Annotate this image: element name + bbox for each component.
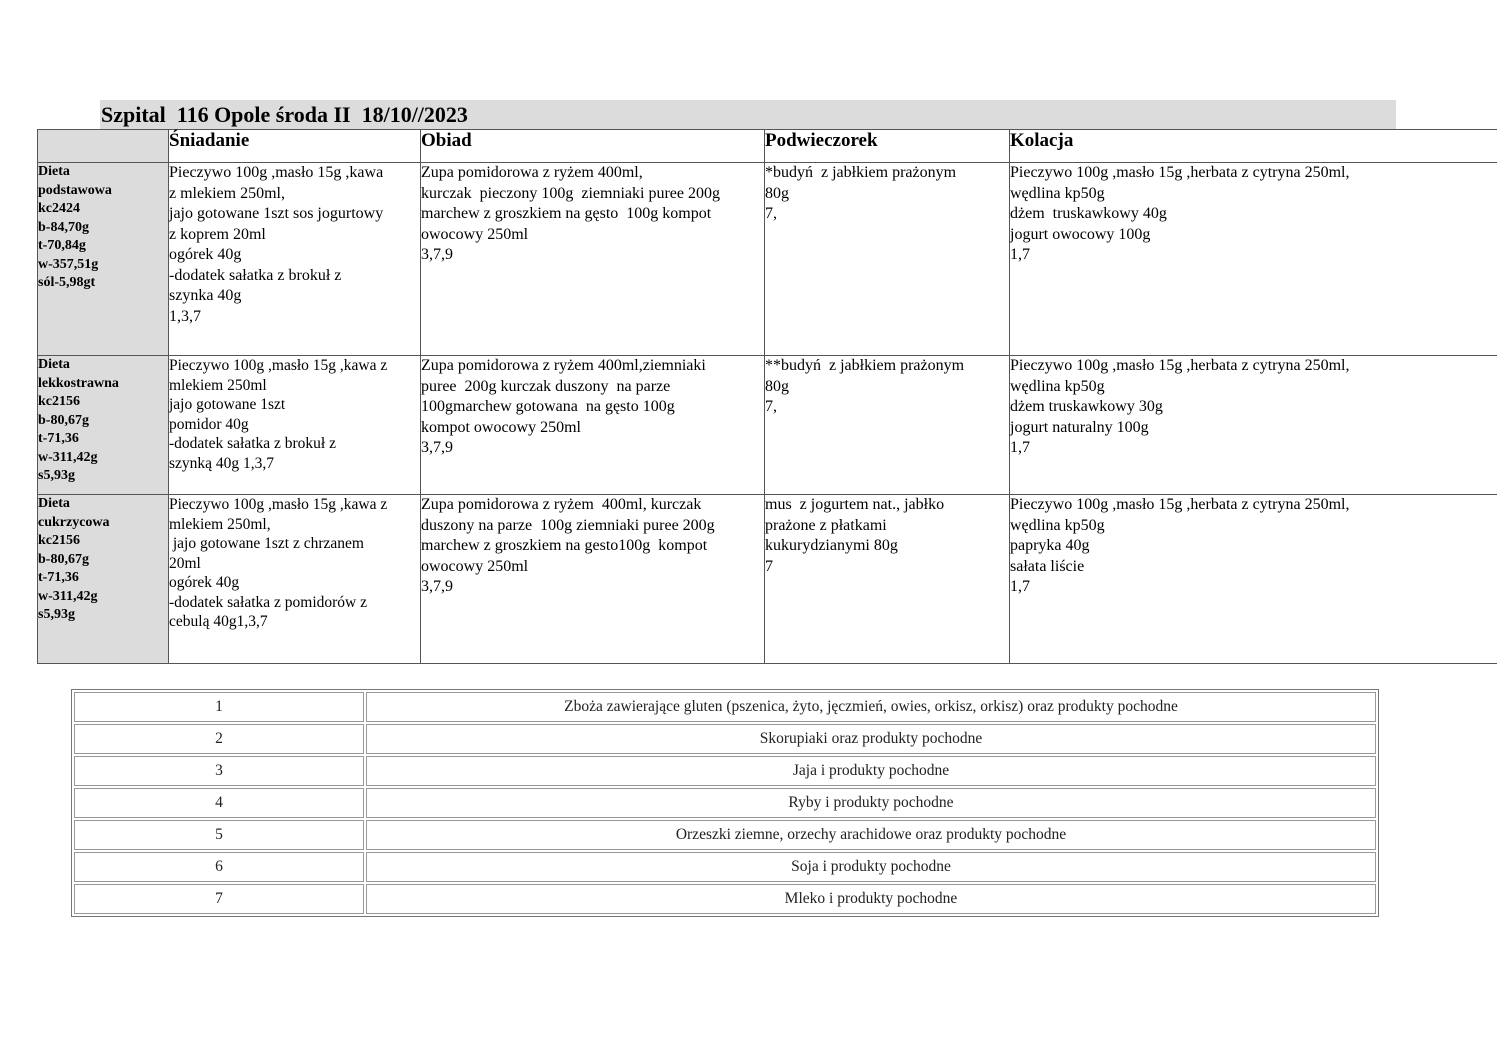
cell-line: s5,93g [38,468,75,483]
cell-line: dżem truskawkowy 30g [1010,398,1163,415]
cell-line: szynką 40g 1,3,7 [169,454,275,472]
cell-line: szynka 40g [169,287,242,304]
cell-line: kc2156 [38,394,80,409]
cell-line: kompot owocowy 250ml [421,418,581,436]
cell-line: Dieta [38,496,70,511]
diet-info [38,163,169,356]
cell-line: **budyń z jabłkiem prażonym [765,357,965,374]
cell-line: w-311,42g [38,588,98,604]
cell-line: jajo gotowane 1szt [169,396,286,413]
diet-info [38,356,169,495]
cell-line: 7 [765,557,773,575]
cell-line: w-311,42g [38,449,98,465]
cell-line: w-357,51g [38,256,99,272]
cell-line: s5,93g [38,607,75,622]
allergen-row [74,884,1376,914]
cell-line: owocowy 250ml [421,225,529,243]
allergen-number: 2 [74,724,364,754]
cell-line: 1,7 [1010,439,1030,456]
cell-line: wędlina kp50g [1010,377,1105,395]
allergen-description: Zboża zawierające gluten (pszenica, żyto, jęczmień, owies, orkisz, orkisz) oraz produkty pochodne [366,692,1376,722]
cell-line: jajo gotowane 1szt sos jogurtowy [169,205,384,222]
cell-line: marchew z groszkiem na gęsto 100g kompot [421,205,712,222]
cell-line: Pieczywo 100g ,masło 15g ,kawa [169,164,384,181]
cell-line: jogurt naturalny 100g [1010,418,1149,436]
menu-table [37,129,1497,664]
allergen-description: Soja i produkty pochodne [366,852,1376,882]
cell-line: wędlina kp50g [1010,516,1105,534]
cell-line: t-70,84g [38,238,86,253]
cell-line: puree 200g kurczak duszony na parze [421,377,671,395]
allergen-row [74,820,1376,850]
header-lunch: Obiad [421,130,765,163]
cell-line: 1,3,7 [169,307,201,325]
cell-line: Zupa pomidorowa z ryżem 400ml,ziemniaki [421,357,706,374]
cell-line: 7, [765,205,777,222]
header-corner [38,130,169,163]
cell-line: wędlina kp50g [1010,184,1105,202]
dinner-cell [1010,163,1497,356]
snack-cell [765,495,1010,664]
allergen-description: Mleko i produkty pochodne [366,884,1376,914]
cell-line: ogórek 40g [169,574,240,591]
breakfast-cell [169,356,421,495]
cell-line: -dodatek sałatka z brokuł z [169,435,336,452]
cell-line: sól-5,98gt [38,275,96,290]
allergen-row [74,788,1376,818]
cell-line: sałata liście [1010,557,1085,575]
dinner-cell [1010,495,1497,664]
cell-line: Pieczywo 100g ,masło 15g ,kawa z [169,496,388,513]
cell-line: 3,7,9 [421,439,453,456]
cell-line: *budyń z jabłkiem prażonym [765,164,957,181]
cell-line: 1,7 [1010,578,1030,595]
cell-line: 3,7,9 [421,578,453,595]
dinner-cell [1010,356,1497,495]
allergen-number: 3 [74,756,364,786]
lunch-cell [421,163,765,356]
allergen-description: Orzeszki ziemne, orzechy arachidowe oraz produkty pochodne [366,820,1376,850]
breakfast-cell [169,495,421,664]
allergen-description: Skorupiaki oraz produkty pochodne [366,724,1376,754]
allergen-description: Jaja i produkty pochodne [366,756,1376,786]
lunch-cell [421,356,765,495]
cell-line: kc2156 [38,533,80,548]
header-row [38,130,1497,163]
cell-line: b-80,67g [38,412,89,428]
cell-line: podstawowa [38,182,112,198]
cell-line: 3,7,9 [421,246,453,263]
cell-line: 20ml [169,554,201,572]
header-dinner: Kolacja [1010,130,1497,163]
allergen-row [74,724,1376,754]
lunch-cell [421,495,765,664]
cell-line: Pieczywo 100g ,masło 15g ,herbata z cytryna 250ml, [1010,496,1350,513]
cell-line: kurczak pieczony 100g ziemniaki puree 200g [421,184,720,202]
cell-line: b-80,67g [38,551,89,567]
cell-line: Pieczywo 100g ,masło 15g ,herbata z cytryna 250ml, [1010,164,1350,181]
cell-line: mlekiem 250ml, [169,515,271,533]
snack-cell [765,163,1010,356]
allergen-row [74,756,1376,786]
cell-line: cebulą 40g1,3,7 [169,613,268,630]
cell-line: Zupa pomidorowa z ryżem 400ml, [421,164,643,181]
cell-line: Pieczywo 100g ,masło 15g ,kawa z [169,357,388,374]
diet-row-light [38,356,1497,495]
cell-line: papryka 40g [1010,537,1090,554]
cell-line: dżem truskawkowy 40g [1010,205,1167,222]
diet-row-basic [38,163,1497,356]
cell-line: 80g [765,377,789,395]
allergen-number: 1 [74,692,364,722]
cell-line: t-71,36 [38,431,79,446]
cell-line: Dieta [38,357,70,372]
cell-line: z koprem 20ml [169,225,266,243]
allergen-description: Ryby i produkty pochodne [366,788,1376,818]
cell-line: Zupa pomidorowa z ryżem 400ml, kurczak [421,496,702,513]
cell-line: ogórek 40g [169,246,242,263]
cell-line: duszony na parze 100g ziemniaki puree 200g [421,516,715,534]
diet-row-diabetic [38,495,1497,664]
cell-line: -dodatek sałatka z pomidorów z [169,593,367,611]
cell-line: 1,7 [1010,246,1030,263]
header-breakfast: Śniadanie [169,130,421,163]
diet-info [38,495,169,664]
cell-line: marchew z groszkiem na gesto100g kompot [421,537,708,554]
allergen-number: 4 [74,788,364,818]
cell-line: prażone z płatkami [765,516,887,534]
cell-line: mus z jogurtem nat., jabłko [765,496,945,513]
header-snack: Podwieczorek [765,130,1010,163]
allergen-number: 7 [74,884,364,914]
cell-line: z mlekiem 250ml, [169,184,285,202]
cell-line: mlekiem 250ml [169,376,267,394]
cell-line: Pieczywo 100g ,masło 15g ,herbata z cytryna 250ml, [1010,357,1350,374]
cell-line: t-71,36 [38,570,79,585]
allergen-number: 6 [74,852,364,882]
cell-line: cukrzycowa [38,514,110,530]
allergen-row [74,852,1376,882]
cell-line: lekkostrawna [38,375,119,391]
cell-line: 80g [765,184,789,202]
cell-line: jajo gotowane 1szt z chrzanem [169,535,364,552]
cell-line: kukurydzianymi 80g [765,537,898,554]
cell-line: jogurt owocowy 100g [1010,225,1151,243]
cell-line: 7, [765,398,777,415]
cell-line: Dieta [38,164,70,179]
cell-line: kc2424 [38,201,80,216]
allergen-number: 5 [74,820,364,850]
snack-cell [765,356,1010,495]
cell-line: -dodatek sałatka z brokuł z [169,266,342,284]
cell-line: b-84,70g [38,219,89,235]
cell-line: owocowy 250ml [421,557,529,575]
cell-line: pomidor 40g [169,415,249,433]
page-title: Szpital 116 Opole środa II 18/10//2023 [101,102,468,127]
allergen-row [74,692,1376,722]
breakfast-cell [169,163,421,356]
allergen-table [71,689,1379,917]
cell-line: 100gmarchew gotowana na gęsto 100g [421,398,675,415]
